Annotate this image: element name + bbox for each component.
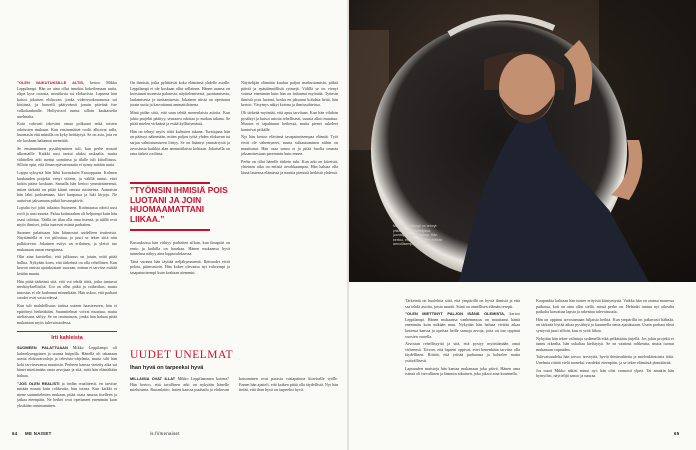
section-heading: UUDET UNELMAT — [130, 349, 234, 361]
left-column-1 — [17, 80, 118, 325]
paragraph: Hän pitää tärkeänä sitä, että voi tehdä töitä, jotka tuntuvat merkityksellisiltä. Ura on ollut pitkä ja vaiherikas, mutta innostus ei ole kadonnut minnekään. Hän uskoo, että parhaat vuodet ovat vasta edessä. — [17, 278, 117, 301]
paragraph: Hän on tehnyt myös töitä kulissien takana. Tuottajana hän on päässyt näkemään, miten paljon työtä yhden elokuvan tai sarjan valmistumiseen liittyy. Se on lisännyt ymmärrystä ja arvostusta kaikkia alan ammattilaisia kohtaan. Jokaisella on oma tärkeä roolinsa. — [130, 128, 230, 157]
paragraph: Tärkeintä on huolehtia siitä, että ympärillä on hyviä ihmisiä ja että saa tehdä asioita, joista nauttii. Siinä on onnellisen elämän resepti. — [405, 298, 520, 309]
paragraph — [405, 311, 520, 339]
lead-in: ”OLEN VAIKUTUKSILLE ALTIS, — [17, 80, 85, 85]
paragraph: Loppu syksystä hän lähti kuvauksiin Eurooppaan. Kolmen kuukauden projekti venyi viiteen, ja välillä tuntui, ettei kotiin pääse koskaan. Samalla hän kertoo ymmärtäneensä, miten tärkeää on pitää kiinni omista rutiineista. Aamuisin hän lähti juoksemaan, kävi kaupassa ja luki kirjoja. Ne auttoivat jaksamaan pitkiä kuvauspäiviä. — [17, 169, 117, 203]
quote-bottom-rule — [130, 229, 210, 231]
section-subheading: Ihan hyvä on tarpeeksi hyvä — [130, 365, 204, 371]
quote-top-rule — [130, 182, 210, 184]
right-column-1 — [405, 298, 520, 426]
paragraph: Hän on oppinut arvostamaan hiljaisia hetkiä. Kun ympärillä on jatkuvasti hälinää, on tärkeää löytää aikaa pysähtyä ja kuunnella omia ajatuksiaan. Usein parhaat ideat syntyvät juuri silloin, kun ei yritä liikaa. — [536, 316, 674, 333]
paragraph-text: kertoo Leppilampi. Hänen mukaansa vanhemmuus on muuttanut häntä enemmän kuin mikään muu. Nykyään hän haluaa viettää aikaa lastensa kanssa ja opettaa heille samoja arvoja, joita on itse oppinut vuosien varrella. — [405, 311, 520, 339]
paragraph: Kuvauksissa hän viihtyy parhaiten silloin, kun ilmapiiri on rento ja kaikilla on hauskaa. Hänen mukaansa hyvä tunnelma näkyy aina lopputuloksessa. — [130, 240, 230, 257]
magazine-name: ME NAISET — [25, 431, 52, 436]
left-page — [0, 0, 347, 450]
paragraph: Jos nuori Mikko näkisi minut nyt, hän olisi varmasti ylpeä. Tai ainakin hän hymyilisi, näyttelijä sanoo ja nauraa. — [536, 367, 674, 379]
paragraph: Lapsuuden muistoja hän kantaa mukanaan joka päivä. Hänen oma isänsä oli turvallinen ja lämmin aikuinen, joka jaksoi aina kuunnella. — [405, 365, 520, 377]
right-column-2 — [536, 298, 674, 426]
footer-right: 65 — [674, 431, 680, 436]
paragraph — [17, 345, 117, 379]
paragraph: Nykyään hän tekee valintoja sydämellä eikä pelkästään järjellä. Jos jokin projekti ei tunnu oikealta, hän uskaltaa kieltäytyä. Se on vaatinut rohkeutta, mutta tuonut mukanaan vapauden. — [536, 335, 674, 352]
paragraph: Olin aina kuvitellut, että julkisuus on jotain, mitä pitää hallita. Nykyään koen, että tärkeintä on olla rehellinen. Kun kerron omista ajatuksistani suoraan, minun ei tarvitse esittää ketään muuta. — [17, 254, 117, 276]
paragraph-text: Mikko Leppilammen kotona? Hän kertoo, että tavallinen arki on nykyään hänelle mieluisinta. Ruoanlaitto, lasten kanssa puuhailu ja elokuvan katsominen ovat parasta vastapainoa kiireiselle työlle. Ennen hän ajatteli, että kaiken pitää olla täydellistä. Nyt hän tietää, että ihan hyvä on tarpeeksi hyvä. — [130, 376, 338, 393]
paragraph — [17, 80, 117, 119]
section-body — [130, 376, 338, 426]
lead-in: SUOMEEN PALATTUAAN — [17, 345, 68, 350]
paragraph: Se ensimmäinen pysähtyminen tuli, kun perhe muutti ulkomaille. Kaikki uusi tuntui aluksi raskaalta, mutta vähitellen arki asettui uomiinsa ja tilalle tuli kiitollisuus. Silloin opin, että ilman epävarmuutta ei synny mitään uutta. — [17, 145, 117, 168]
left-column-2-bottom — [130, 240, 230, 340]
box-top-rule — [17, 331, 117, 332]
box-body — [17, 345, 117, 427]
page-number: 64 — [12, 431, 18, 436]
paragraph — [130, 376, 338, 394]
paragraph: Tänä vuonna hän täyttää neljäkymmentä. Ikävuodet eivät pelota, päinvastoin. Hän kokee olevansa nyt vahvempi ja tasapainoisempi kuin koskaan aiemmin. — [130, 258, 230, 275]
left-column-3 — [241, 80, 338, 342]
lead-in: ”JOS OLEN REALISTI — [17, 380, 60, 386]
paragraph: Minä pidän siitä, että saan tehdä monenlaisia asioita. Kun jokin projekti päättyy, seuraava odottaa jo nurkan takana. Se pitää mielen virkeänä ja estää kyllästymästä. — [130, 109, 230, 127]
paragraph-text: Mikko Leppilampi oli kolmekymppinen ja uransa huipulla. Hänellä oli takanaan useita elokuvarooleja ja televisio-ohjelmia, mutta silti hän koki tarvitsevansa muutosta. Perheen kanssa vietetty aika sai hänet miettimään omia arvojaan ja sitä, mitä hän elämältään haluaa. — [17, 345, 117, 378]
pull-quote-text: ”TYÖNSIN IHMISIÄ POIS LUOTANI JA JOIN HUOMAAMATTANI LIIKAA.” — [130, 185, 228, 224]
paragraph: Kaupunkia kohtaan hän tuntee erityistä kiintymystä. Vaikka hän on asunut monessa paikassa, koti on aina ollut siellä, missä perhe on. Helsinki tuntuu nyt oikealta paikalta kasvattaa lapsia ja rakentaa tulevaisuutta. — [536, 298, 674, 315]
photo-caption: Mikko Leppilampi on tehnyt pitkän uran näyttelijänä, juontajana ja laulajana. Hän kertoo, että on nykyään entistä armollisempi itselleen. — [393, 224, 442, 247]
paragraph: Tulevaisuudelta hän toivoo terveyttä, hyviä ihmissuhteita ja mielenkiintoisia töitä. Unelmia riittää vielä moneksi vuodeksi eteenpäin, ja se tekee elämästä jännittävää. — [536, 354, 674, 365]
left-column-2-top — [130, 80, 230, 180]
paragraph: Nyt hän kertoo elävänsä tasapainoisempaa elämää. Työt eivät ole vähentyneet, mutta suhtautuminen niihin on muuttunut. Hän osaa sanoa ei ja pitää huolta omasta jaksamisestaan paremmin kuin ennen. — [241, 134, 338, 157]
paragraph: Lopulta työ johti takaisin Suomeen. Kotimaassa odotti uusi rooli ja uusi suunta. Paluu kotimaahan oli helpompi kuin hän osasi odottaa. Täällä on tilaa olla oma itsensä, ja täällä ovat myös ihmiset, jotka tuntevat minut parhaiten. — [17, 205, 117, 228]
paragraph: Kun tuli mahdollisuus tarttua uuteen haasteeseen, hän ei epäröinyt hetkeäkään. Suunnitelmat voivat muuttua, mutta uteliaisuus säilyy. Se on ominaisuus, jonka hän haluaa pitää mukanaan myös tulevaisuudessa. — [17, 302, 117, 325]
paragraph — [17, 381, 117, 409]
paragraph: Oli tärkeää myöntää, että apua tarvitaan. Kun hän vihdoin pysähtyi ja katsoi asioita rehellisesti, suunta alkoi muuttua. Muutos ei tapahtunut hetkessä, mutta pienet askeleet kantoivat pitkälle. — [241, 109, 338, 132]
lead-in: MILLAISIA OVAT ILLAT — [130, 376, 176, 381]
box-heading: Irti kahleista — [51, 335, 83, 341]
paragraph: On ihmisiä, jotka pyhittävät koko elämänsä yhdelle asialle. Leppilampi ei ole koskaan ollut sellainen. Hänen uransa on koostunut monesta palasesta: näyttelemisestä, juontamisesta, laulamisesta ja tuottamisesta. Jokainen niistä on opettanut jotain uutta ja kasvattanut ammattilaisena. — [130, 80, 230, 108]
footer-url: is.fi/menaiset — [150, 431, 180, 436]
paragraph: Suomen palattuaan hän kiinnostui uudelleen teatterista. Näyttämöllä ei voi piiloutua, ja juuri se tekee siitä niin palkitsevan. Jokainen esitys on erilainen, ja yleisö tuo mukanaan oman energiansa. — [17, 229, 117, 252]
paragraph: Näyttelijän elämään kuuluu paljon matkustamista, pitkiä päiviä ja epäsäännöllisiä rytmejä. Välillä se on vienyt voimia enemmän kuin hän on halunnut myöntää. Työnsin ihmisiä pois luotani, koska en jaksanut kohdata heitä, hän kertoo. Väsymys näkyi kotona ja ihmissuhteissa. — [241, 80, 338, 108]
pull-quote — [130, 186, 230, 224]
footer-left — [12, 431, 52, 436]
paragraph-text: ja tiedän reaaliteetit, en tarvitse mitään muuta kuin rohkeutta, hän toteaa. Kun kaikki ei mene suunnitelmien mukaan, pitää osata nauraa itselleen ja jatkaa eteenpäin. Ne hetket ovat opettaneet enemmän kuin yksikään onnistuminen. — [17, 380, 117, 408]
paragraph-text: kertoo Mikko Leppilampi. Hän on aina ollut innokas kokeilemaan uutta, olipa kyse ruoasta, musiikista tai elokuvista. Lapsena hän katsoi jokaisen elokuvan, jonka videovuokraamosta sai käsiinsä, ja haaveili päätyvänsä jonain päivänä itse valkokankaalle. Hollywood tuntui silloin kaukaiselta unelmalta. — [17, 80, 118, 119]
paragraph: Perhe on ollut hänelle tärkein tuki. Kun arki on kiireistä, yhteinen aika on entistä arvokkaampaa. Hän haluaa olla läsnä lastensa elämässä ja nauttia pienistä hetkistä yhdessä. — [241, 158, 338, 175]
paragraph: Koin vahvasti tekeväni omaa polkuani enkä toisten odotusten mukaan. Kun ensimmäiset roolit alkoivat tulla, huomasin että minulla on kyky heittäytyä. Se on asia, jota en ole koskaan halunnut menettää. — [17, 121, 117, 143]
lead-in: ”OLEN MIETTINYT PALJON ISÄNÄ OLEMISTA, — [405, 311, 506, 317]
paragraph: Arvostan rehellisyyttä ja sitä, että pystyy myöntämään omat virheensä. Toivon, että lapseni oppivat, ettei kenenkään tarvitse olla täydellinen. Riittää, että yrittää parhaansa ja kohtelee muita ystävällisesti. — [405, 341, 520, 363]
